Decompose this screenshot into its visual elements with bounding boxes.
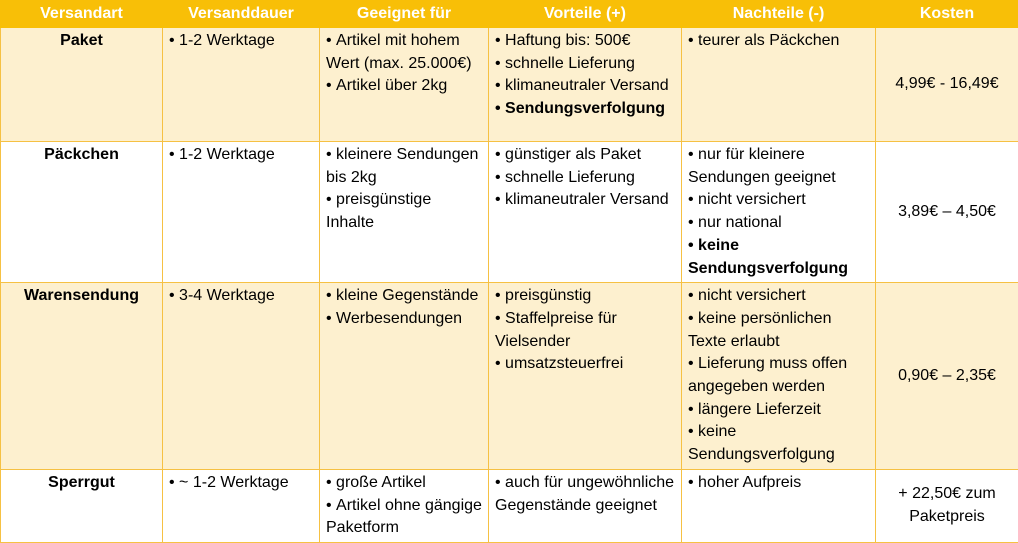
cell-suitable	[320, 283, 489, 470]
cell-suitable	[320, 142, 489, 283]
header-versandart: Versandart	[1, 1, 163, 28]
duration-text: • 1-2 Werktage	[169, 30, 313, 53]
list-item: • keine persönlichen Texte erlaubt	[688, 308, 869, 353]
list-item: • längere Lieferzeit	[688, 399, 869, 422]
cell-cons	[682, 469, 876, 542]
cell-pros	[489, 283, 682, 470]
table-row-paeckchen	[1, 142, 1018, 283]
list-item: • preisgünstige Inhalte	[326, 189, 482, 234]
cell-cons	[682, 142, 876, 283]
cell-price: 0,90€ – 2,35€	[876, 283, 1018, 470]
list-item: • Artikel ohne gängige Paketform	[326, 495, 482, 540]
list-item: • umsatzsteuerfrei	[495, 353, 675, 376]
list-item: • kleinere Sendungen bis 2kg	[326, 144, 482, 189]
list-item: • Werbesendungen	[326, 308, 482, 331]
list-item: • keine Sendungsverfolgung	[688, 421, 869, 466]
list-item: • Lieferung muss offen angegeben werden	[688, 353, 869, 398]
cell-duration	[163, 283, 320, 470]
cell-duration	[163, 142, 320, 283]
cell-cons	[682, 28, 876, 142]
table-row-paket	[1, 28, 1018, 142]
list-item: • klimaneutraler Versand	[495, 189, 675, 212]
header-vorteile: Vorteile (+)	[489, 1, 682, 28]
cell-duration	[163, 28, 320, 142]
list-item: • kleine Gegenstände	[326, 285, 482, 308]
list-item: • Artikel mit hohem Wert (max. 25.000€)	[326, 30, 482, 75]
cell-type: Paket	[1, 28, 163, 142]
list-item: • auch für ungewöhnliche Gegenstände geeignet	[495, 472, 675, 517]
list-item: • preisgünstig	[495, 285, 675, 308]
cell-type: Päckchen	[1, 142, 163, 283]
list-item: • große Artikel	[326, 472, 482, 495]
cell-suitable	[320, 28, 489, 142]
list-item: • Artikel über 2kg	[326, 75, 482, 98]
cell-pros	[489, 28, 682, 142]
duration-text: • ~ 1-2 Werktage	[169, 472, 313, 495]
cell-type: Sperrgut	[1, 469, 163, 542]
list-item: • schnelle Lieferung	[495, 167, 675, 190]
list-item: • nur national	[688, 212, 869, 235]
cell-price: 4,99€ - 16,49€	[876, 28, 1018, 142]
header-versanddauer: Versanddauer	[163, 1, 320, 28]
list-item-bold: • keine Sendungsverfolgung	[688, 235, 869, 280]
header-row	[1, 1, 1018, 28]
list-item: • hoher Aufpreis	[688, 472, 869, 495]
list-item: • Haftung bis: 500€	[495, 30, 675, 53]
header-kosten: Kosten	[876, 1, 1018, 28]
cell-cons	[682, 283, 876, 470]
table-row-sperrgut	[1, 469, 1018, 542]
cell-duration	[163, 469, 320, 542]
list-item: • nicht versichert	[688, 285, 869, 308]
list-item: • nur für kleinere Sendungen geeignet	[688, 144, 869, 189]
cell-type: Warensendung	[1, 283, 163, 470]
list-item: • günstiger als Paket	[495, 144, 675, 167]
cell-pros	[489, 469, 682, 542]
table-row-warensendung	[1, 283, 1018, 470]
header-nachteile: Nachteile (-)	[682, 1, 876, 28]
list-item: • nicht versichert	[688, 189, 869, 212]
list-item: • teurer als Päckchen	[688, 30, 869, 53]
cell-pros	[489, 142, 682, 283]
list-item-bold: • Sendungsverfolgung	[495, 98, 675, 121]
cell-price: + 22,50€ zum Paketpreis	[876, 469, 1018, 542]
duration-text: • 1-2 Werktage	[169, 144, 313, 167]
list-item: • Staffelpreise für Vielsender	[495, 308, 675, 353]
list-item: • schnelle Lieferung	[495, 53, 675, 76]
duration-text: • 3-4 Werktage	[169, 285, 313, 308]
cell-price: 3,89€ – 4,50€	[876, 142, 1018, 283]
list-item: • klimaneutraler Versand	[495, 75, 675, 98]
cell-suitable	[320, 469, 489, 542]
header-geeignet-fuer: Geeignet für	[320, 1, 489, 28]
